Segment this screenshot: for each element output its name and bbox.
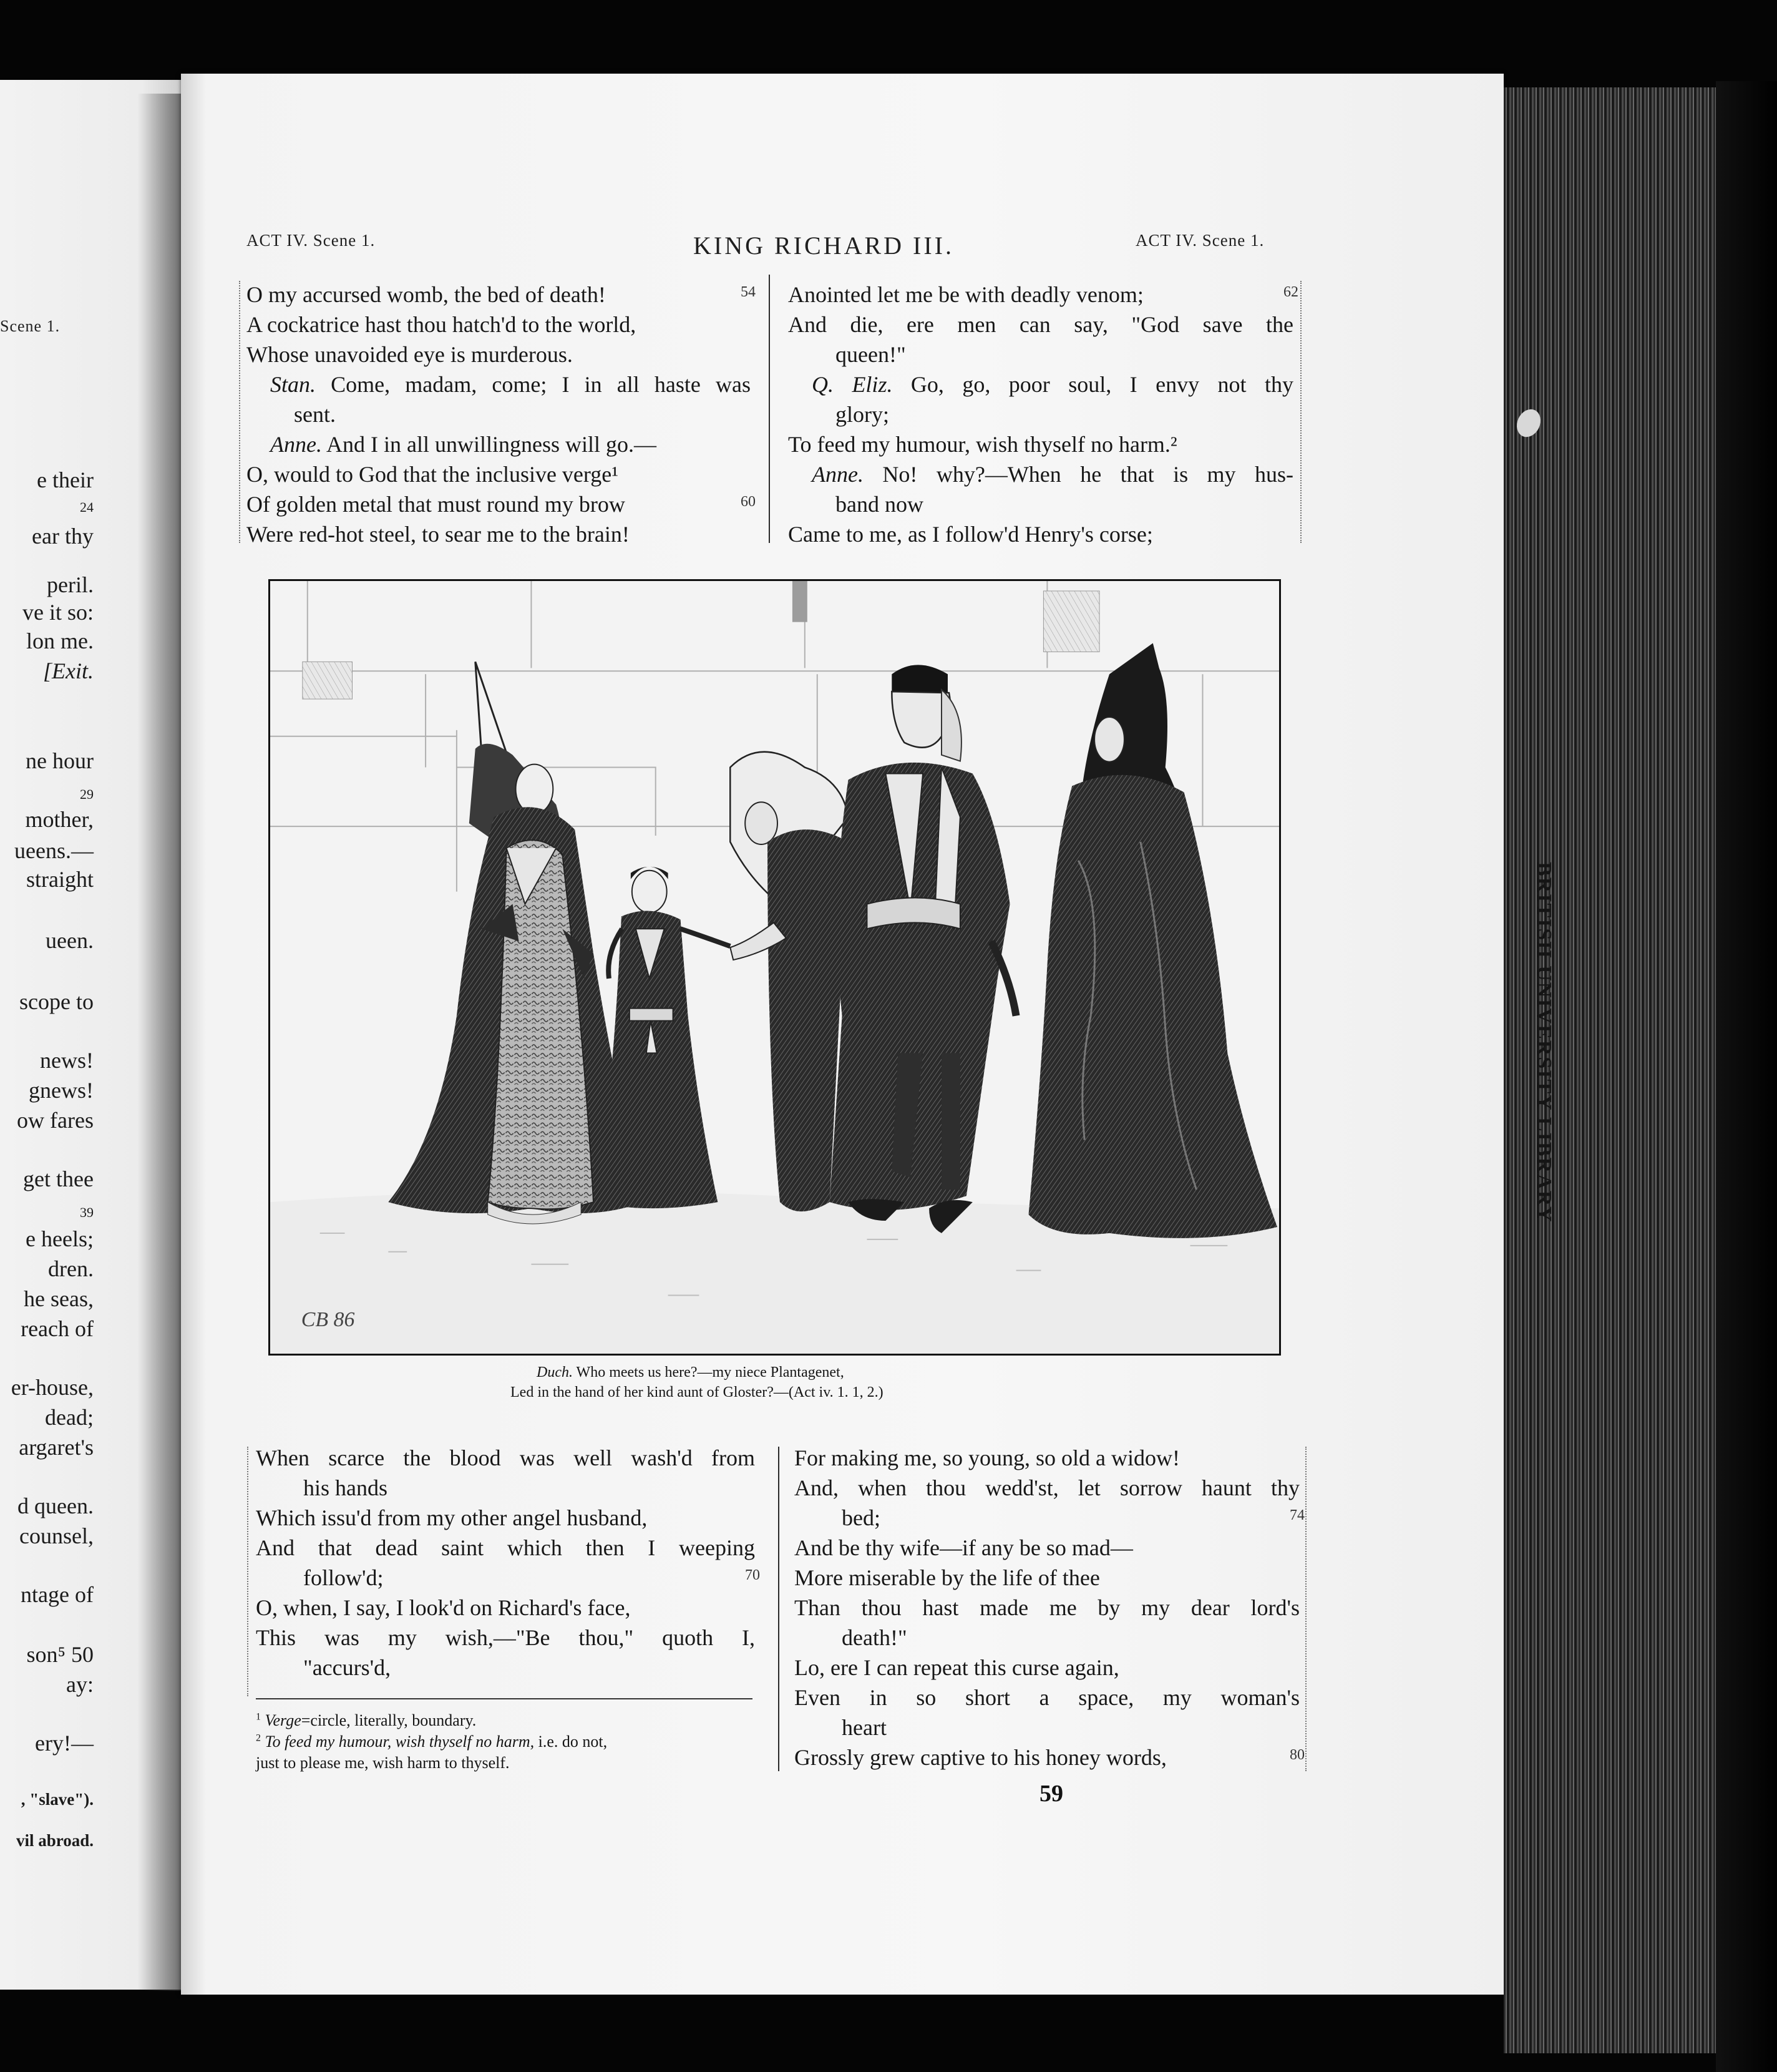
left-page-line: , "slave"). — [21, 1790, 94, 1809]
left-page-line: er-house, — [11, 1375, 94, 1400]
verse-line — [788, 519, 1293, 549]
footnote-text: just to please me, wish harm to thyself. — [256, 1753, 510, 1772]
spine-shadow — [1716, 81, 1777, 2072]
verse-line — [794, 1563, 1300, 1593]
page-number: 59 — [1039, 1781, 1063, 1807]
left-page-line: ueens.— — [14, 838, 94, 863]
verse-line — [246, 280, 756, 310]
verse-line — [246, 310, 751, 340]
verse-line — [794, 1473, 1300, 1503]
verse-text: A cockatrice hast thou hatch'd to the world, — [246, 312, 636, 337]
verse-line — [246, 429, 751, 459]
verse-line — [788, 459, 1293, 489]
verse-text: O, would to God that the inclusive verge¹ — [246, 462, 619, 487]
verse-text: O my accursed womb, the bed of death! — [246, 282, 606, 307]
line-number: 70 — [745, 1567, 760, 1583]
left-page-line: d queen. — [17, 1493, 94, 1518]
footnote — [256, 1752, 755, 1774]
caption-text-1: Who meets us here?—my niece Plantagenet, — [572, 1364, 844, 1381]
verse-line — [256, 1653, 755, 1683]
left-page-line: ow fares — [17, 1108, 94, 1133]
verse-text: bed; — [842, 1505, 880, 1530]
speaker-name: Q. Eliz. — [812, 372, 893, 397]
verse-line — [794, 1593, 1300, 1623]
left-page-line: ntage of — [21, 1582, 94, 1607]
verse-line — [246, 340, 751, 369]
footnote — [256, 1731, 755, 1752]
library-stamp-text: BRITISH UNIVERSITY LIBRARY — [1532, 861, 1555, 1223]
left-page-line: mother, — [25, 807, 94, 832]
left-page-line: straight — [26, 867, 94, 892]
left-page-line: get thee — [23, 1166, 94, 1191]
column-edge-top-left — [239, 281, 243, 543]
verse-text: Whose unavoided eye is murderous. — [246, 342, 573, 367]
left-page-line: news! — [40, 1048, 94, 1073]
verse-line — [256, 1473, 755, 1503]
left-page-line: reach of — [21, 1316, 94, 1341]
verse-line — [794, 1713, 1300, 1742]
verse-text: This was my wish,—"Be thou," quoth I, — [256, 1625, 755, 1650]
verse-text: When scarce the blood was well wash'd from — [256, 1445, 755, 1470]
verse-line — [246, 519, 751, 549]
verse-text: queen!" — [835, 342, 906, 367]
verse-text: follow'd; — [303, 1565, 384, 1590]
running-head-left: ACT IV. Scene 1. — [246, 231, 376, 250]
verse-line — [246, 399, 751, 429]
verse-line — [794, 1503, 1305, 1533]
verse-text: And that dead saint which then I weeping — [256, 1535, 755, 1560]
verse-text: Go, go, poor soul, I envy not thy — [892, 372, 1293, 397]
line-number: 60 — [741, 494, 756, 510]
verse-text: Come, madam, come; I in all haste was — [316, 372, 751, 397]
illustration-caption-line-2: Led in the hand of her kind aunt of Gloster?—(Act iv. 1. 1, 2.) — [510, 1384, 884, 1400]
verse-line — [256, 1563, 760, 1593]
verse-text: And I in all unwillingness will go.— — [321, 432, 656, 457]
column-divider-bottom — [778, 1447, 779, 1771]
verse-line — [794, 1653, 1300, 1683]
footnote-rule — [256, 1698, 752, 1699]
verse-text: And, when thou wedd'st, let sorrow haunt thy — [794, 1475, 1300, 1500]
left-page-header: Scene 1. — [0, 317, 61, 335]
verse-column-top-right — [788, 280, 1298, 549]
line-number: 74 — [1290, 1507, 1305, 1523]
verse-line — [256, 1443, 755, 1473]
verse-line — [794, 1533, 1300, 1563]
verse-text: band now — [835, 492, 923, 517]
verse-text: No! why?—When he that is my hus- — [863, 462, 1293, 487]
left-page-line: 29 — [80, 786, 94, 802]
verse-text: "accurs'd, — [303, 1655, 391, 1680]
left-page-line: dead; — [45, 1405, 94, 1430]
verse-text: For making me, so young, so old a widow! — [794, 1445, 1180, 1470]
running-head-right: ACT IV. Scene 1. — [1136, 231, 1265, 250]
verse-text: Even in so short a space, my woman's — [794, 1685, 1300, 1710]
footnote-text: =circle, literally, boundary. — [301, 1711, 477, 1729]
footnote-term: To feed my humour, wish thyself no harm, — [265, 1732, 535, 1751]
verse-column-bottom-right — [794, 1443, 1305, 1772]
verse-text: Anointed let me be with deadly venom; — [788, 282, 1144, 307]
verse-text: And be thy wife—if any be so mad— — [794, 1535, 1133, 1560]
speaker-name: Anne. — [270, 432, 322, 457]
left-page-line: ay: — [66, 1672, 94, 1697]
column-edge-top-right — [1300, 281, 1304, 543]
footnotes — [256, 1710, 755, 1773]
verse-line — [788, 340, 1293, 369]
verse-line — [794, 1443, 1300, 1473]
footnote-mark: 1 — [256, 1711, 261, 1723]
left-page-line: ear thy — [32, 524, 94, 549]
verse-line — [788, 310, 1293, 340]
verse-text: glory; — [835, 402, 889, 427]
footnote-mark: 2 — [256, 1732, 261, 1744]
play-title: KING RICHARD III. — [693, 232, 954, 260]
left-page-line: 24 — [80, 499, 94, 515]
running-head-title — [0, 231, 1504, 260]
left-page-line: vil abroad. — [16, 1831, 94, 1850]
verse-line — [794, 1742, 1305, 1772]
column-edge-bottom-right — [1305, 1447, 1309, 1771]
left-page-line: dren. — [48, 1256, 94, 1281]
verse-column-bottom-left — [256, 1443, 760, 1683]
verse-line — [256, 1503, 755, 1533]
verse-line — [256, 1593, 755, 1623]
verse-text: O, when, I say, I look'd on Richard's face, — [256, 1595, 631, 1620]
verse-line — [788, 399, 1293, 429]
verse-line — [246, 489, 756, 519]
left-page-line: lon me. — [26, 628, 94, 653]
verse-text: Came to me, as I follow'd Henry's corse; — [788, 522, 1153, 547]
left-page-line: ne hour — [26, 748, 94, 773]
left-page-line: 39 — [80, 1205, 94, 1220]
illustration-caption-line-1 — [0, 1364, 1777, 1381]
verse-text: Than thou hast made me by my dear lord's — [794, 1595, 1300, 1620]
left-page-line: e their — [37, 467, 94, 492]
verse-text: Were red-hot steel, to sear me to the brain! — [246, 522, 630, 547]
verse-text: his hands — [303, 1475, 387, 1500]
footnote-text: i.e. do not, — [534, 1732, 608, 1751]
verse-line — [794, 1683, 1300, 1713]
left-page-line: scope to — [19, 989, 94, 1014]
line-number: 80 — [1290, 1747, 1305, 1763]
left-page-line: [Exit. — [43, 658, 94, 683]
caption-speaker: Duch. — [537, 1364, 573, 1381]
verse-line — [246, 459, 751, 489]
footnote — [256, 1710, 755, 1731]
verse-text: More miserable by the life of thee — [794, 1565, 1100, 1590]
left-page-line: gnews! — [29, 1078, 94, 1103]
verse-line — [788, 369, 1293, 399]
artist-signature: CB 86 — [301, 1308, 355, 1332]
verse-line — [256, 1623, 755, 1653]
speaker-name: Anne. — [812, 462, 864, 487]
line-number: 54 — [741, 284, 756, 300]
verse-line — [246, 369, 751, 399]
verse-text: heart — [842, 1715, 887, 1740]
speaker-name: Stan. — [270, 372, 316, 397]
verse-line — [794, 1623, 1300, 1653]
verse-line — [788, 280, 1298, 310]
left-page-line: he seas, — [24, 1286, 94, 1311]
footnote-term: Verge — [265, 1711, 301, 1729]
column-edge-bottom-left — [247, 1447, 251, 1696]
verse-text: death!" — [842, 1625, 907, 1650]
verse-text: sent. — [294, 402, 336, 427]
verse-text: To feed my humour, wish thyself no harm.² — [788, 432, 1177, 457]
verse-text: And die, ere men can say, "God save the — [788, 312, 1293, 337]
verse-text: Of golden metal that must round my brow — [246, 492, 625, 517]
engraving-duchess-meets-plantagenet — [270, 581, 1279, 1354]
verse-line — [256, 1533, 755, 1563]
column-divider-top — [769, 275, 770, 543]
verse-text: Lo, ere I can repeat this curse again, — [794, 1655, 1119, 1680]
left-page-line: counsel, — [19, 1523, 94, 1548]
verse-line — [788, 429, 1293, 459]
left-page-line: argaret's — [19, 1435, 94, 1460]
verse-text: Which issu'd from my other angel husband, — [256, 1505, 648, 1530]
left-page-line: e heels; — [26, 1226, 94, 1251]
left-page-line: ueen. — [46, 928, 94, 953]
left-page-line: peril. — [47, 572, 94, 597]
verse-text: Grossly grew captive to his honey words, — [794, 1745, 1167, 1770]
left-page-line: ery!— — [35, 1731, 94, 1756]
left-page-line: ve it so: — [22, 600, 94, 625]
verse-column-top-left — [246, 280, 756, 549]
left-page-line: son⁵ 50 — [26, 1642, 94, 1667]
library-stamp — [1527, 805, 1560, 1279]
verse-line — [788, 489, 1293, 519]
line-number: 62 — [1283, 284, 1298, 300]
illustration-plate — [268, 579, 1281, 1356]
